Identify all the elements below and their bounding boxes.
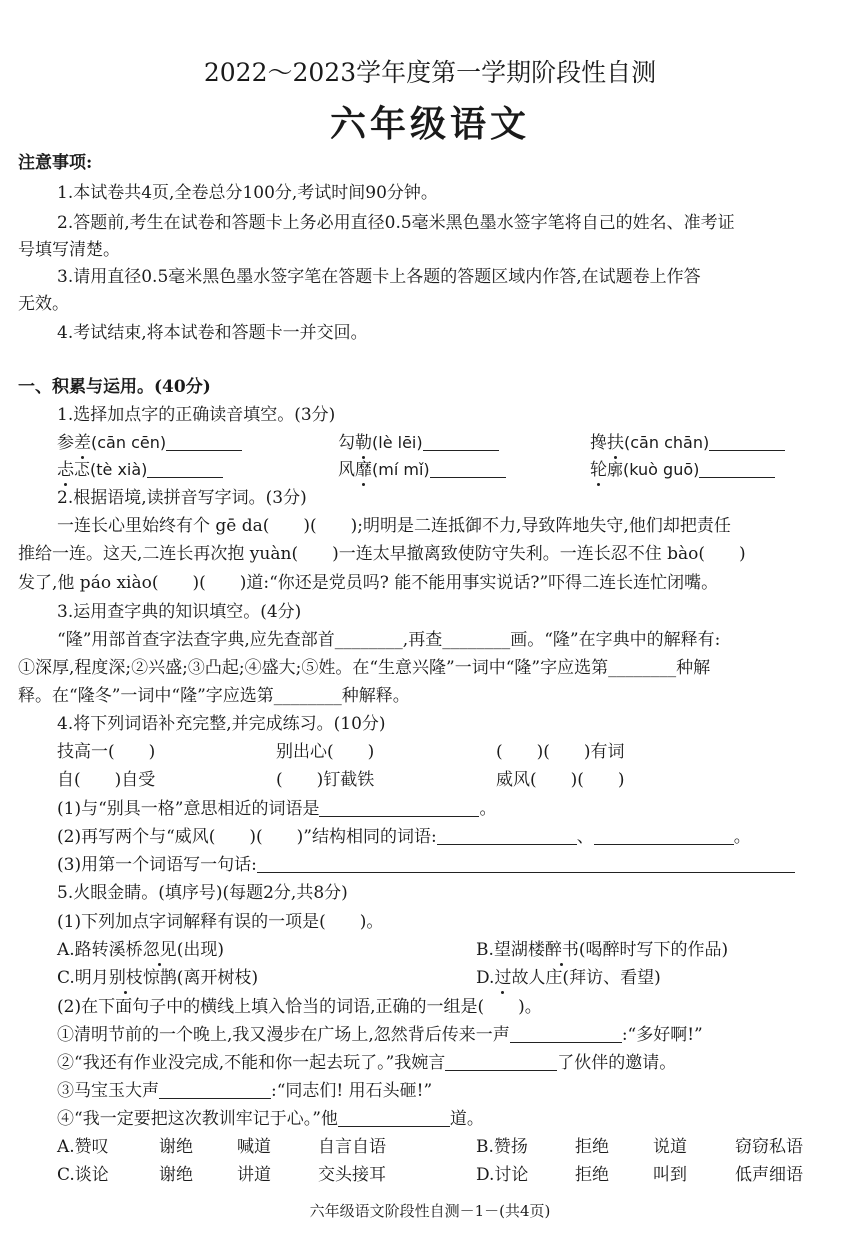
pinyin-item: 轮廓(kuò guō) <box>590 459 775 481</box>
sub-question: (1)下列加点字词解释有误的一项是( )。 <box>57 912 384 932</box>
sub-question: (2)再写两个与“威风( )( )”结构相同的词语: 、 。 <box>57 827 751 847</box>
notice-heading: 注意事项: <box>18 153 93 173</box>
answer-blank[interactable] <box>319 799 479 817</box>
choice-cell: 谢绝 <box>159 1165 193 1185</box>
answer-blank[interactable] <box>594 827 734 845</box>
answer-blank[interactable] <box>437 827 577 845</box>
question-1-title: 1.选择加点字的正确读音填空。(3分) <box>57 405 336 425</box>
notice-item: 号填写清楚。 <box>18 240 120 260</box>
answer-blank[interactable] <box>257 855 795 873</box>
choice-cell: B.赞扬 <box>476 1137 528 1157</box>
question-2-title: 2.根据语境,读拼音写字词。(3分) <box>57 488 307 508</box>
choice-cell: 自言自语 <box>318 1137 386 1157</box>
question-3-title: 3.运用查字典的知识填空。(4分) <box>57 602 302 622</box>
choice-cell: 讲道 <box>237 1165 271 1185</box>
idiom-item: ( )钉截铁 <box>276 770 375 790</box>
sentence-3: ③马宝玉大声 :“同志们! 用石头砸!” <box>57 1081 433 1101</box>
idiom-item: ( )( )有词 <box>496 742 625 762</box>
choice-cell: C.谈论 <box>57 1165 109 1185</box>
notice-item: 3.请用直径0.5毫米黑色墨水签字笔在答题卡上各题的答题区域内作答,在试题卷上作答 <box>57 267 701 287</box>
choice-cell: 拒绝 <box>575 1165 609 1185</box>
idiom-item: 自( )自受 <box>57 770 156 790</box>
choice-cell: 低声细语 <box>735 1165 803 1185</box>
option-c: C.明月别枝惊鹊(离开树枝) <box>57 968 259 988</box>
page-footer: 六年级语文阶段性自测－1－(共4页) <box>309 1202 551 1220</box>
choice-cell: 喊道 <box>237 1137 271 1157</box>
question-text: 一连长心里始终有个 gē da( )( );明明是二连抵御不力,导致阵地失守,他们却把责任 <box>57 516 731 536</box>
sentence-1: ①清明节前的一个晚上,我又漫步在广场上,忽然背后传来一声 :“多好啊!” <box>57 1025 703 1045</box>
pinyin-item: 忐忑(tè xià) <box>57 459 223 481</box>
answer-blank[interactable] <box>423 433 499 451</box>
answer-blank[interactable] <box>709 433 785 451</box>
choice-cell: D.讨论 <box>476 1165 529 1185</box>
answer-blank[interactable] <box>445 1053 557 1071</box>
answer-blank[interactable] <box>510 1025 622 1043</box>
pinyin-item: 参差(cān cēn) <box>57 432 242 454</box>
answer-blank[interactable] <box>338 1109 450 1127</box>
answer-blank[interactable] <box>166 433 242 451</box>
choice-cell: 窃窃私语 <box>735 1137 803 1157</box>
option-a: A.路转溪桥忽见(出现) <box>57 940 224 960</box>
pinyin-item: 勾勒(lè lēi) <box>338 432 499 454</box>
question-text: 推给一连。这天,二连长再次抱 yuàn( )一连太早撤离致使防守失利。一连长忍不住 bào( ) <box>18 544 746 564</box>
notice-item: 4.考试结束,将本试卷和答题卡一并交回。 <box>57 323 368 343</box>
sentence-2: ②“我还有作业没完成,不能和你一起去玩了。”我婉言 了伙伴的邀请。 <box>57 1053 677 1073</box>
question-4-title: 4.将下列词语补充完整,并完成练习。(10分) <box>57 714 386 734</box>
answer-blank[interactable] <box>159 1081 271 1099</box>
choice-cell: 叫到 <box>653 1165 687 1185</box>
notice-item: 1.本试卷共4页,全卷总分100分,考试时间90分钟。 <box>57 183 438 203</box>
notice-item: 2.答题前,考生在试卷和答题卡上务必用直径0.5毫米黑色墨水签字笔将自己的姓名、准考证 <box>57 213 735 233</box>
sentence-4: ④“我一定要把这次教训牢记于心。”他 道。 <box>57 1109 484 1129</box>
exam-subject: 六年级语文 <box>329 103 530 145</box>
exam-title: 2022～2023学年度第一学期阶段性自测 <box>203 58 657 87</box>
choice-cell: 谢绝 <box>159 1137 193 1157</box>
choice-cell: A.赞叹 <box>57 1137 109 1157</box>
pinyin-item: 风靡(mí mǐ) <box>338 459 506 481</box>
question-text: 发了,他 páo xiào( )( )道:“你还是党员吗? 能不能用事实说话?”吓得二连长连忙闭嘴。 <box>18 573 719 593</box>
sub-question: (3)用第一个词语写一句话: <box>57 854 795 876</box>
notice-item: 无效。 <box>18 294 69 314</box>
choice-cell: 拒绝 <box>575 1137 609 1157</box>
idiom-item: 威风( )( ) <box>496 770 625 790</box>
question-text: ①深厚,程度深;②兴盛;③凸起;④盛大;⑤姓。在“生意兴隆”一词中“隆”字应选第________种解 <box>18 658 711 678</box>
answer-blank[interactable] <box>699 460 775 478</box>
question-text: “隆”用部首查字法查字典,应先查部首________,再查________画。“隆”在字典中的解释有: <box>57 630 721 650</box>
pinyin-item: 搀扶(cān chān) <box>590 432 785 454</box>
option-b: B.望湖楼醉书(喝醉时写下的作品) <box>476 940 729 960</box>
idiom-item: 技高一( ) <box>57 742 156 762</box>
sub-question: (1)与“别具一格”意思相近的词语是 。 <box>57 799 497 819</box>
answer-blank[interactable] <box>147 460 223 478</box>
question-text: 释。在“隆冬”一词中“隆”字应选第________种解释。 <box>18 686 410 706</box>
question-5-title: 5.火眼金睛。(填序号)(每题2分,共8分) <box>57 883 348 903</box>
sub-question: (2)在下面句子中的横线上填入恰当的词语,正确的一组是( )。 <box>57 997 542 1017</box>
choice-cell: 说道 <box>653 1137 687 1157</box>
idiom-item: 别出心( ) <box>276 742 375 762</box>
section-heading: 一、积累与运用。(40分) <box>18 377 211 397</box>
option-d: D.过故人庄(拜访、看望) <box>476 968 661 988</box>
answer-blank[interactable] <box>430 460 506 478</box>
choice-cell: 交头接耳 <box>318 1165 386 1185</box>
